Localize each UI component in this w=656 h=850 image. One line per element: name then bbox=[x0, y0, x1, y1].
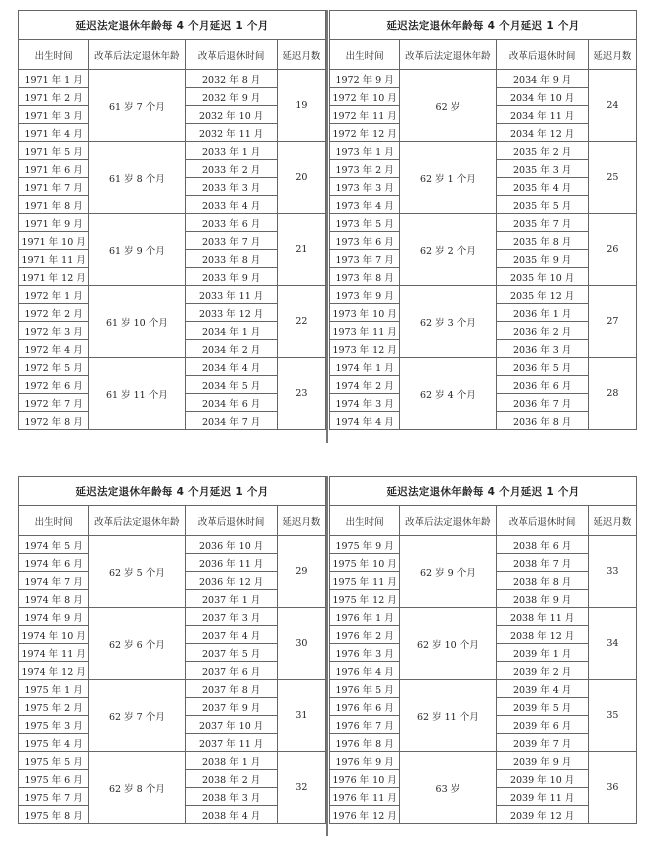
birth-cell: 1975 年 2 月 bbox=[19, 698, 89, 716]
birth-cell: 1974 年 7 月 bbox=[19, 572, 89, 590]
retirement-time-cell: 2034 年 12 月 bbox=[496, 124, 588, 142]
retirement-time-cell: 2035 年 4 月 bbox=[496, 178, 588, 196]
birth-cell: 1975 年 11 月 bbox=[330, 572, 400, 590]
birth-cell: 1971 年 3 月 bbox=[19, 106, 89, 124]
table-row bbox=[330, 608, 637, 626]
birth-cell: 1971 年 6 月 bbox=[19, 160, 89, 178]
retirement-time-cell: 2034 年 4 月 bbox=[185, 358, 277, 376]
retirement-age-cell: 61 岁 10 个月 bbox=[89, 286, 185, 358]
table-row bbox=[330, 286, 637, 304]
table-title: 延迟法定退休年龄每 4 个月延迟 1 个月 bbox=[330, 11, 637, 40]
retirement-time-cell: 2032 年 11 月 bbox=[185, 124, 277, 142]
birth-cell: 1975 年 1 月 bbox=[19, 680, 89, 698]
delay-months-cell: 22 bbox=[277, 286, 325, 358]
birth-cell: 1976 年 7 月 bbox=[330, 716, 400, 734]
header-delay-months: 延迟月数 bbox=[277, 40, 325, 70]
retirement-time-cell: 2038 年 1 月 bbox=[185, 752, 277, 770]
birth-cell: 1971 年 12 月 bbox=[19, 268, 89, 286]
retirement-time-cell: 2039 年 9 月 bbox=[496, 752, 588, 770]
retirement-age-cell: 61 岁 7 个月 bbox=[89, 70, 185, 142]
header-retirement-age: 改革后法定退休年龄 bbox=[89, 40, 185, 70]
birth-cell: 1973 年 7 月 bbox=[330, 250, 400, 268]
table-row bbox=[19, 70, 326, 88]
header-retirement-age: 改革后法定退休年龄 bbox=[400, 506, 496, 536]
birth-cell: 1974 年 2 月 bbox=[330, 376, 400, 394]
table-panel-4 bbox=[329, 476, 637, 824]
birth-cell: 1972 年 8 月 bbox=[19, 412, 89, 430]
retirement-age-cell: 61 岁 8 个月 bbox=[89, 142, 185, 214]
retirement-time-cell: 2034 年 10 月 bbox=[496, 88, 588, 106]
birth-cell: 1976 年 5 月 bbox=[330, 680, 400, 698]
retirement-time-cell: 2033 年 8 月 bbox=[185, 250, 277, 268]
retirement-time-cell: 2039 年 11 月 bbox=[496, 788, 588, 806]
retirement-time-cell: 2035 年 3 月 bbox=[496, 160, 588, 178]
retirement-time-cell: 2033 年 3 月 bbox=[185, 178, 277, 196]
header-row bbox=[19, 40, 326, 70]
table-row bbox=[19, 536, 326, 554]
delay-months-cell: 33 bbox=[588, 536, 636, 608]
header-retirement-age: 改革后法定退休年龄 bbox=[89, 506, 185, 536]
delay-months-cell: 29 bbox=[277, 536, 325, 608]
birth-cell: 1975 年 3 月 bbox=[19, 716, 89, 734]
header-retirement-time: 改革后退休时间 bbox=[185, 40, 277, 70]
birth-cell: 1973 年 12 月 bbox=[330, 340, 400, 358]
birth-cell: 1973 年 11 月 bbox=[330, 322, 400, 340]
table-row bbox=[330, 358, 637, 376]
birth-cell: 1971 年 7 月 bbox=[19, 178, 89, 196]
birth-cell: 1971 年 5 月 bbox=[19, 142, 89, 160]
delay-months-cell: 24 bbox=[588, 70, 636, 142]
retirement-age-cell: 62 岁 bbox=[400, 70, 496, 142]
retirement-time-cell: 2038 年 12 月 bbox=[496, 626, 588, 644]
delay-months-cell: 19 bbox=[277, 70, 325, 142]
delay-months-cell: 23 bbox=[277, 358, 325, 430]
birth-cell: 1975 年 7 月 bbox=[19, 788, 89, 806]
retirement-time-cell: 2038 年 3 月 bbox=[185, 788, 277, 806]
birth-cell: 1974 年 11 月 bbox=[19, 644, 89, 662]
header-birth-time: 出生时间 bbox=[330, 506, 400, 536]
table-panel-1 bbox=[18, 10, 326, 430]
birth-cell: 1975 年 9 月 bbox=[330, 536, 400, 554]
retirement-time-cell: 2038 年 9 月 bbox=[496, 590, 588, 608]
retirement-time-cell: 2039 年 4 月 bbox=[496, 680, 588, 698]
retirement-time-cell: 2037 年 5 月 bbox=[185, 644, 277, 662]
header-delay-months: 延迟月数 bbox=[588, 506, 636, 536]
table-row bbox=[19, 358, 326, 376]
birth-cell: 1973 年 1 月 bbox=[330, 142, 400, 160]
birth-cell: 1976 年 1 月 bbox=[330, 608, 400, 626]
table-row bbox=[19, 680, 326, 698]
table-panel-2 bbox=[329, 10, 637, 430]
retirement-time-cell: 2033 年 12 月 bbox=[185, 304, 277, 322]
retirement-time-cell: 2035 年 5 月 bbox=[496, 196, 588, 214]
table-panel-3 bbox=[18, 476, 326, 824]
header-retirement-time: 改革后退休时间 bbox=[496, 40, 588, 70]
birth-cell: 1974 年 1 月 bbox=[330, 358, 400, 376]
birth-cell: 1972 年 2 月 bbox=[19, 304, 89, 322]
retirement-time-cell: 2036 年 10 月 bbox=[185, 536, 277, 554]
retirement-time-cell: 2038 年 2 月 bbox=[185, 770, 277, 788]
retirement-time-cell: 2037 年 11 月 bbox=[185, 734, 277, 752]
table-title: 延迟法定退休年龄每 4 个月延迟 1 个月 bbox=[19, 477, 326, 506]
retirement-time-cell: 2038 年 11 月 bbox=[496, 608, 588, 626]
birth-cell: 1972 年 3 月 bbox=[19, 322, 89, 340]
birth-cell: 1976 年 11 月 bbox=[330, 788, 400, 806]
retirement-time-cell: 2038 年 8 月 bbox=[496, 572, 588, 590]
retirement-age-cell: 62 岁 2 个月 bbox=[400, 214, 496, 286]
birth-cell: 1971 年 10 月 bbox=[19, 232, 89, 250]
retirement-time-cell: 2033 年 1 月 bbox=[185, 142, 277, 160]
birth-cell: 1974 年 3 月 bbox=[330, 394, 400, 412]
birth-cell: 1973 年 6 月 bbox=[330, 232, 400, 250]
retirement-time-cell: 2036 年 1 月 bbox=[496, 304, 588, 322]
birth-cell: 1976 年 3 月 bbox=[330, 644, 400, 662]
birth-cell: 1976 年 4 月 bbox=[330, 662, 400, 680]
table-row bbox=[330, 70, 637, 88]
table-row bbox=[19, 286, 326, 304]
delay-months-cell: 34 bbox=[588, 608, 636, 680]
retirement-time-cell: 2034 年 2 月 bbox=[185, 340, 277, 358]
birth-cell: 1975 年 12 月 bbox=[330, 590, 400, 608]
retirement-age-cell: 62 岁 11 个月 bbox=[400, 680, 496, 752]
header-delay-months: 延迟月数 bbox=[277, 506, 325, 536]
header-birth-time: 出生时间 bbox=[19, 506, 89, 536]
delay-months-cell: 26 bbox=[588, 214, 636, 286]
delay-months-cell: 27 bbox=[588, 286, 636, 358]
retirement-time-cell: 2035 年 9 月 bbox=[496, 250, 588, 268]
title-row bbox=[19, 477, 326, 506]
delay-months-cell: 25 bbox=[588, 142, 636, 214]
birth-cell: 1971 年 11 月 bbox=[19, 250, 89, 268]
birth-cell: 1976 年 6 月 bbox=[330, 698, 400, 716]
birth-cell: 1976 年 9 月 bbox=[330, 752, 400, 770]
table-title: 延迟法定退休年龄每 4 个月延迟 1 个月 bbox=[19, 11, 326, 40]
birth-cell: 1975 年 8 月 bbox=[19, 806, 89, 824]
retirement-age-cell: 62 岁 6 个月 bbox=[89, 608, 185, 680]
birth-cell: 1973 年 8 月 bbox=[330, 268, 400, 286]
retirement-age-cell: 63 岁 bbox=[400, 752, 496, 824]
birth-cell: 1975 年 10 月 bbox=[330, 554, 400, 572]
retirement-time-cell: 2033 年 2 月 bbox=[185, 160, 277, 178]
retirement-time-cell: 2034 年 9 月 bbox=[496, 70, 588, 88]
birth-cell: 1974 年 10 月 bbox=[19, 626, 89, 644]
birth-cell: 1973 年 3 月 bbox=[330, 178, 400, 196]
retirement-age-cell: 62 岁 4 个月 bbox=[400, 358, 496, 430]
birth-cell: 1973 年 9 月 bbox=[330, 286, 400, 304]
retirement-time-cell: 2033 年 7 月 bbox=[185, 232, 277, 250]
birth-cell: 1972 年 11 月 bbox=[330, 106, 400, 124]
retirement-time-cell: 2035 年 2 月 bbox=[496, 142, 588, 160]
retirement-time-cell: 2032 年 8 月 bbox=[185, 70, 277, 88]
table-row bbox=[330, 752, 637, 770]
retirement-age-cell: 62 岁 9 个月 bbox=[400, 536, 496, 608]
header-delay-months: 延迟月数 bbox=[588, 40, 636, 70]
birth-cell: 1972 年 10 月 bbox=[330, 88, 400, 106]
retirement-time-cell: 2039 年 10 月 bbox=[496, 770, 588, 788]
header-birth-time: 出生时间 bbox=[330, 40, 400, 70]
retirement-time-cell: 2034 年 6 月 bbox=[185, 394, 277, 412]
retirement-time-cell: 2033 年 9 月 bbox=[185, 268, 277, 286]
retirement-time-cell: 2037 年 6 月 bbox=[185, 662, 277, 680]
header-row bbox=[330, 40, 637, 70]
table-title: 延迟法定退休年龄每 4 个月延迟 1 个月 bbox=[330, 477, 637, 506]
retirement-age-cell: 61 岁 11 个月 bbox=[89, 358, 185, 430]
table-row bbox=[330, 142, 637, 160]
header-retirement-time: 改革后退休时间 bbox=[185, 506, 277, 536]
retirement-age-cell: 62 岁 3 个月 bbox=[400, 286, 496, 358]
delay-months-cell: 36 bbox=[588, 752, 636, 824]
birth-cell: 1972 年 6 月 bbox=[19, 376, 89, 394]
retirement-age-cell: 62 岁 10 个月 bbox=[400, 608, 496, 680]
retirement-time-cell: 2033 年 4 月 bbox=[185, 196, 277, 214]
retirement-time-cell: 2037 年 10 月 bbox=[185, 716, 277, 734]
birth-cell: 1972 年 7 月 bbox=[19, 394, 89, 412]
retirement-time-cell: 2037 年 9 月 bbox=[185, 698, 277, 716]
retirement-time-cell: 2037 年 8 月 bbox=[185, 680, 277, 698]
birth-cell: 1975 年 4 月 bbox=[19, 734, 89, 752]
retirement-time-cell: 2039 年 7 月 bbox=[496, 734, 588, 752]
header-birth-time: 出生时间 bbox=[19, 40, 89, 70]
retirement-age-cell: 61 岁 9 个月 bbox=[89, 214, 185, 286]
retirement-time-cell: 2037 年 4 月 bbox=[185, 626, 277, 644]
birth-cell: 1974 年 6 月 bbox=[19, 554, 89, 572]
birth-cell: 1972 年 9 月 bbox=[330, 70, 400, 88]
column-divider bbox=[326, 10, 328, 443]
retirement-time-cell: 2036 年 7 月 bbox=[496, 394, 588, 412]
birth-cell: 1974 年 12 月 bbox=[19, 662, 89, 680]
birth-cell: 1972 年 5 月 bbox=[19, 358, 89, 376]
delay-months-cell: 31 bbox=[277, 680, 325, 752]
retirement-time-cell: 2039 年 5 月 bbox=[496, 698, 588, 716]
retirement-time-cell: 2036 年 3 月 bbox=[496, 340, 588, 358]
retirement-time-cell: 2039 年 2 月 bbox=[496, 662, 588, 680]
table-row bbox=[19, 608, 326, 626]
birth-cell: 1976 年 2 月 bbox=[330, 626, 400, 644]
delay-months-cell: 21 bbox=[277, 214, 325, 286]
birth-cell: 1971 年 9 月 bbox=[19, 214, 89, 232]
retirement-time-cell: 2035 年 8 月 bbox=[496, 232, 588, 250]
birth-cell: 1971 年 8 月 bbox=[19, 196, 89, 214]
retirement-time-cell: 2038 年 7 月 bbox=[496, 554, 588, 572]
delay-months-cell: 35 bbox=[588, 680, 636, 752]
retirement-time-cell: 2033 年 11 月 bbox=[185, 286, 277, 304]
table-row bbox=[19, 752, 326, 770]
birth-cell: 1973 年 2 月 bbox=[330, 160, 400, 178]
birth-cell: 1973 年 4 月 bbox=[330, 196, 400, 214]
table-row bbox=[330, 536, 637, 554]
retirement-time-cell: 2037 年 3 月 bbox=[185, 608, 277, 626]
retirement-time-cell: 2034 年 11 月 bbox=[496, 106, 588, 124]
delay-months-cell: 28 bbox=[588, 358, 636, 430]
delay-months-cell: 20 bbox=[277, 142, 325, 214]
header-retirement-time: 改革后退休时间 bbox=[496, 506, 588, 536]
header-row bbox=[330, 506, 637, 536]
birth-cell: 1972 年 12 月 bbox=[330, 124, 400, 142]
birth-cell: 1971 年 2 月 bbox=[19, 88, 89, 106]
retirement-time-cell: 2036 年 12 月 bbox=[185, 572, 277, 590]
birth-cell: 1971 年 1 月 bbox=[19, 70, 89, 88]
retirement-age-cell: 62 岁 7 个月 bbox=[89, 680, 185, 752]
retirement-time-cell: 2035 年 10 月 bbox=[496, 268, 588, 286]
title-row bbox=[330, 11, 637, 40]
birth-cell: 1972 年 4 月 bbox=[19, 340, 89, 358]
retirement-age-cell: 62 岁 8 个月 bbox=[89, 752, 185, 824]
birth-cell: 1975 年 6 月 bbox=[19, 770, 89, 788]
retirement-time-cell: 2039 年 1 月 bbox=[496, 644, 588, 662]
title-row bbox=[19, 11, 326, 40]
retirement-time-cell: 2036 年 5 月 bbox=[496, 358, 588, 376]
retirement-time-cell: 2036 年 11 月 bbox=[185, 554, 277, 572]
retirement-time-cell: 2036 年 2 月 bbox=[496, 322, 588, 340]
retirement-time-cell: 2034 年 5 月 bbox=[185, 376, 277, 394]
title-row bbox=[330, 477, 637, 506]
birth-cell: 1976 年 10 月 bbox=[330, 770, 400, 788]
table-row bbox=[19, 142, 326, 160]
birth-cell: 1974 年 4 月 bbox=[330, 412, 400, 430]
delay-months-cell: 30 bbox=[277, 608, 325, 680]
retirement-time-cell: 2038 年 4 月 bbox=[185, 806, 277, 824]
birth-cell: 1974 年 8 月 bbox=[19, 590, 89, 608]
birth-cell: 1973 年 5 月 bbox=[330, 214, 400, 232]
retirement-time-cell: 2033 年 6 月 bbox=[185, 214, 277, 232]
retirement-time-cell: 2034 年 7 月 bbox=[185, 412, 277, 430]
birth-cell: 1974 年 5 月 bbox=[19, 536, 89, 554]
retirement-age-cell: 62 岁 5 个月 bbox=[89, 536, 185, 608]
column-divider bbox=[326, 476, 328, 836]
header-row bbox=[19, 506, 326, 536]
retirement-time-cell: 2037 年 1 月 bbox=[185, 590, 277, 608]
birth-cell: 1976 年 12 月 bbox=[330, 806, 400, 824]
retirement-age-cell: 62 岁 1 个月 bbox=[400, 142, 496, 214]
retirement-time-cell: 2036 年 6 月 bbox=[496, 376, 588, 394]
retirement-time-cell: 2039 年 12 月 bbox=[496, 806, 588, 824]
table-row bbox=[330, 680, 637, 698]
birth-cell: 1974 年 9 月 bbox=[19, 608, 89, 626]
retirement-time-cell: 2034 年 1 月 bbox=[185, 322, 277, 340]
retirement-time-cell: 2035 年 7 月 bbox=[496, 214, 588, 232]
birth-cell: 1975 年 5 月 bbox=[19, 752, 89, 770]
delay-months-cell: 32 bbox=[277, 752, 325, 824]
retirement-time-cell: 2032 年 9 月 bbox=[185, 88, 277, 106]
birth-cell: 1972 年 1 月 bbox=[19, 286, 89, 304]
birth-cell: 1971 年 4 月 bbox=[19, 124, 89, 142]
table-row bbox=[19, 214, 326, 232]
retirement-time-cell: 2036 年 8 月 bbox=[496, 412, 588, 430]
birth-cell: 1976 年 8 月 bbox=[330, 734, 400, 752]
table-row bbox=[330, 214, 637, 232]
birth-cell: 1973 年 10 月 bbox=[330, 304, 400, 322]
header-retirement-age: 改革后法定退休年龄 bbox=[400, 40, 496, 70]
retirement-time-cell: 2038 年 6 月 bbox=[496, 536, 588, 554]
retirement-time-cell: 2039 年 6 月 bbox=[496, 716, 588, 734]
retirement-time-cell: 2035 年 12 月 bbox=[496, 286, 588, 304]
retirement-time-cell: 2032 年 10 月 bbox=[185, 106, 277, 124]
